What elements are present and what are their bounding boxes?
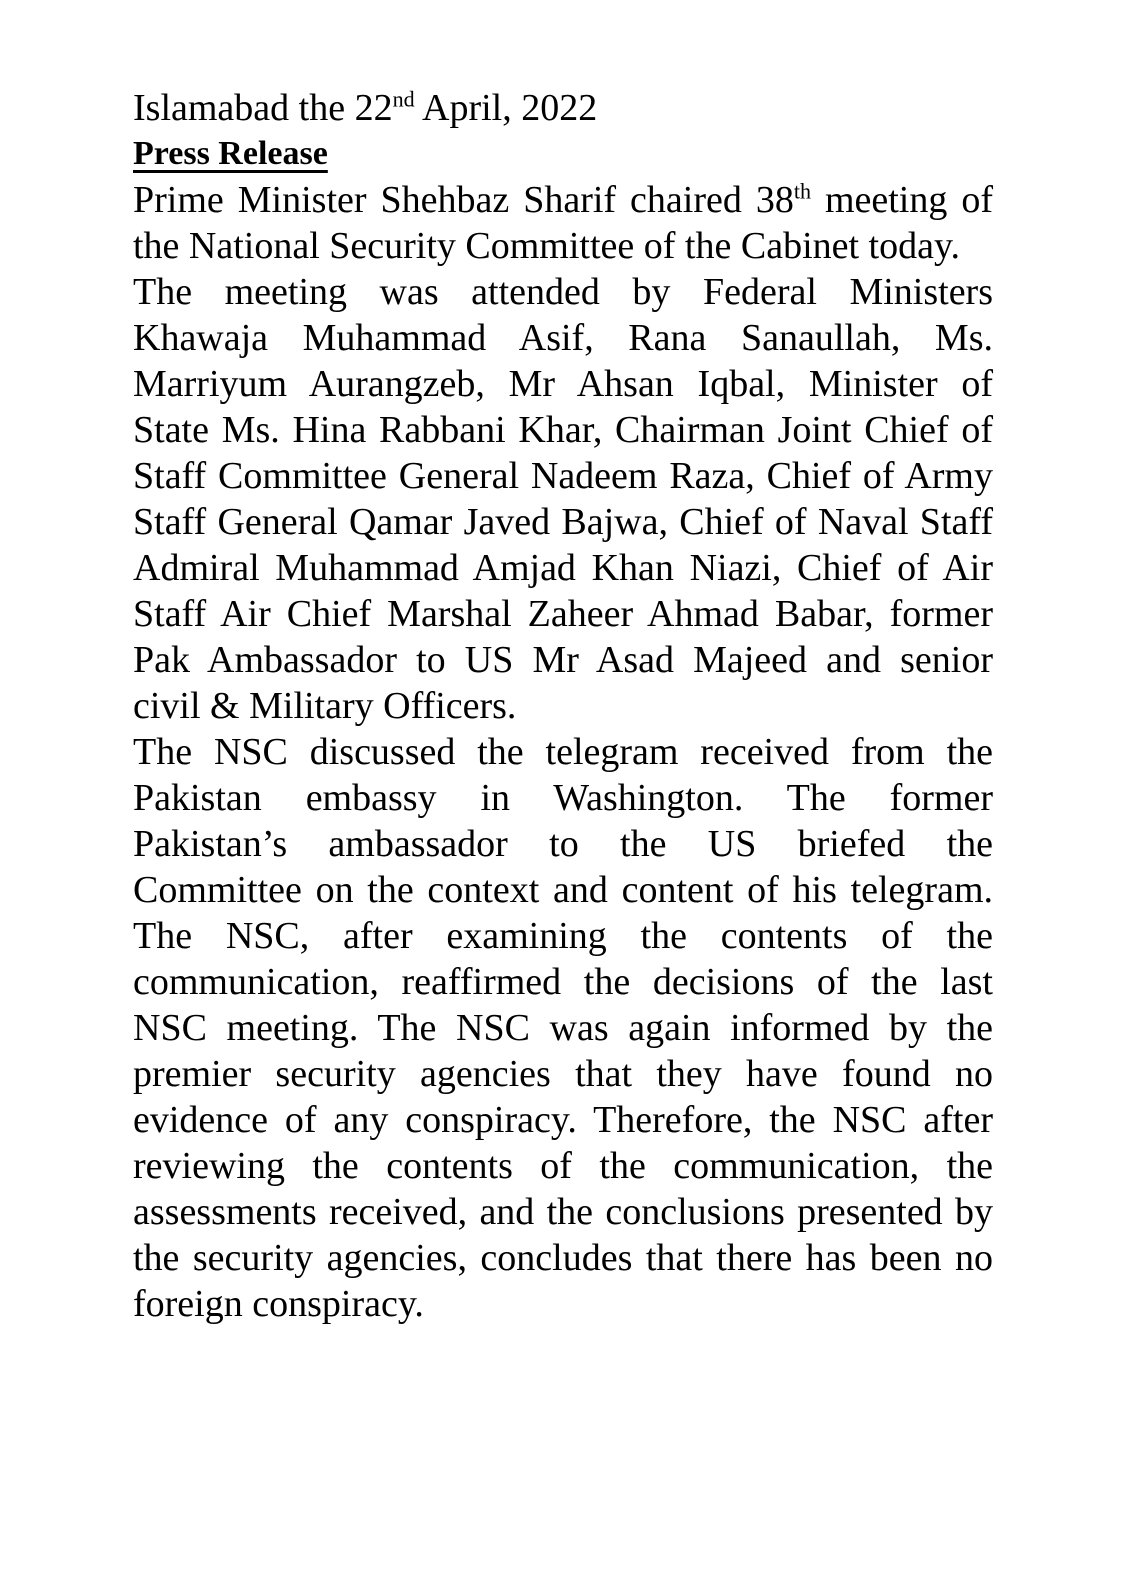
text-line [133, 177, 993, 223]
text-line: Marriyum Aurangzeb, Mr Ahsan Iqbal, Minister of [133, 363, 993, 405]
date-line [133, 85, 993, 131]
text-line: State Ms. Hina Rabbani Khar, Chairman Joint Chief of [133, 409, 993, 451]
meeting-ordinal-superscript: th [793, 178, 811, 204]
paragraph-2 [133, 269, 993, 729]
text-line: reviewing the contents of the communication, the [133, 1145, 993, 1187]
text-line: Staff Committee General Nadeem Raza, Chief of Army [133, 455, 993, 497]
paragraph-3 [133, 729, 993, 1327]
text-line: the security agencies, concludes that there has been no [133, 1237, 993, 1279]
text-line: communication, reaffirmed the decisions of the last [133, 961, 993, 1003]
text-line: foreign conspiracy. [133, 1283, 424, 1325]
text-line: Pakistan’s ambassador to the US briefed the [133, 823, 993, 865]
text-line: Pakistan embassy in Washington. The former [133, 777, 993, 819]
text-line: Staff General Qamar Javed Bajwa, Chief of Naval Staff [133, 501, 993, 543]
text-line: Staff Air Chief Marshal Zaheer Ahmad Babar, former [133, 593, 993, 635]
press-release-heading-text: Press Release [133, 135, 328, 172]
text-line: The NSC discussed the telegram received from the [133, 731, 993, 773]
text-line: civil & Military Officers. [133, 685, 517, 727]
date-text-post: April, 2022 [414, 87, 598, 129]
text-line: NSC meeting. The NSC was again informed by the [133, 1007, 993, 1049]
paragraph-1 [133, 177, 993, 269]
date-ordinal-superscript: nd [392, 86, 415, 112]
text-line: Admiral Muhammad Amjad Khan Niazi, Chief of Air [133, 547, 993, 589]
press-release-heading [133, 131, 993, 177]
paragraph-1-line-1-post: meeting of [810, 179, 993, 221]
date-text-pre: Islamabad the 22 [133, 87, 393, 129]
text-line: Khawaja Muhammad Asif, Rana Sanaullah, Ms. [133, 317, 993, 359]
text-line: premier security agencies that they have found no [133, 1053, 993, 1095]
text-line: Pak Ambassador to US Mr Asad Majeed and senior [133, 639, 993, 681]
text-line: The meeting was attended by Federal Ministers [133, 271, 993, 313]
text-line: evidence of any conspiracy. Therefore, the NSC after [133, 1099, 993, 1141]
text-line: assessments received, and the conclusions presented by [133, 1191, 993, 1233]
text-line: Committee on the context and content of his telegram. [133, 869, 993, 911]
text-line: The NSC, after examining the contents of the [133, 915, 993, 957]
paragraph-1-line-1-pre: Prime Minister Shehbaz Sharif chaired 38 [133, 179, 794, 221]
text-line: the National Security Committee of the Cabinet today. [133, 225, 961, 267]
